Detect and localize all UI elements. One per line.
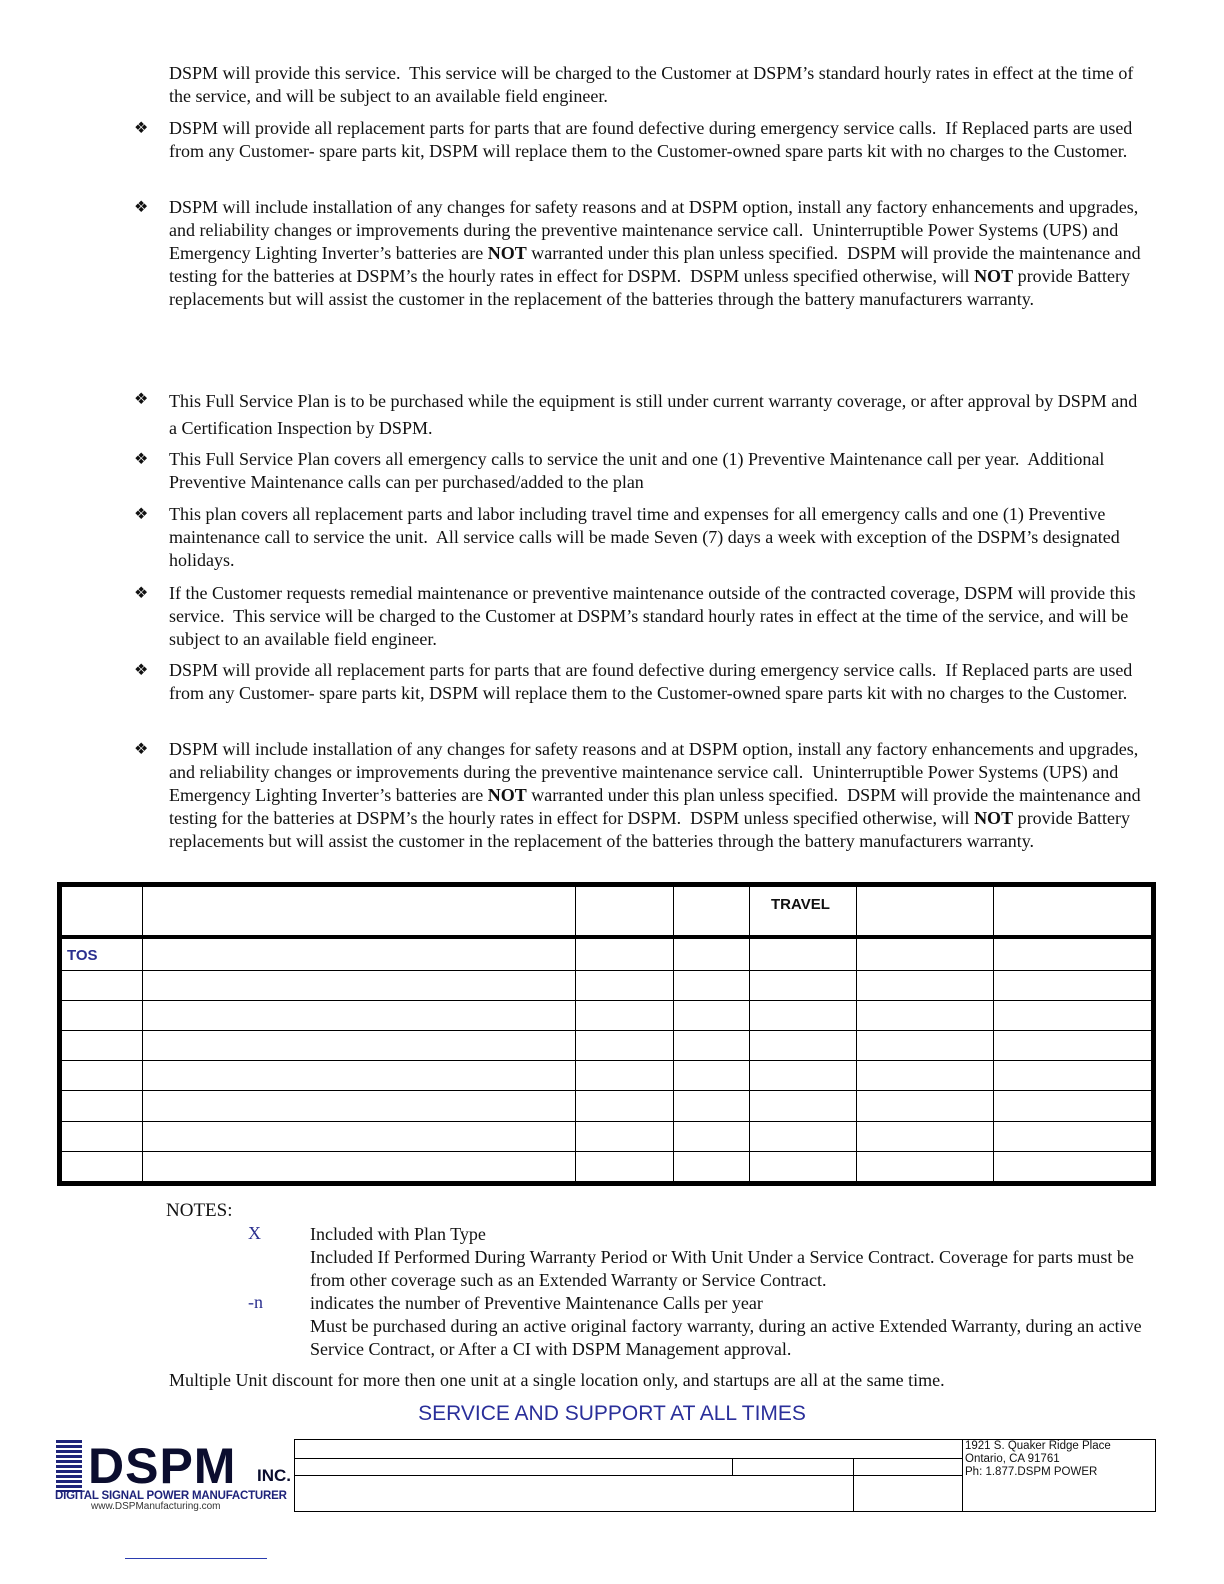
paragraph-text: DSPM will include installation of any changes for safety reasons and at DSPM option, install any factory enhancements and upgrades, and reliability changes or improvements during the preventive maintenance service call. Uninterruptible Power Systems (UPS) and Emergency Lighting Inverter’s batteries are — [169, 739, 1143, 805]
note-text: Must be purchased during an active original factory warranty, during an active Extended Warranty, during an active Service Contract, or After a CI with DSPM Management approval. — [310, 1316, 1142, 1359]
diamond-bullet-icon: ❖ — [134, 506, 149, 523]
table-row-divider — [62, 970, 1151, 971]
paragraph — [169, 659, 1144, 705]
footer-cell-divider — [853, 1458, 854, 1512]
service-tagline: SERVICE AND SUPPORT AT ALL TIMES — [418, 1402, 806, 1425]
paragraph-text: DSPM will include installation of any changes for safety reasons and at DSPM option, install any factory enhancements and upgrades, and reliability changes or improvements during the preventive maintenance service call. Uninterruptible Power Systems (UPS) and Emergency Lighting Inverter’s batteries are — [169, 197, 1143, 263]
footer-link-underline[interactable] — [125, 1558, 267, 1559]
diamond-bullet-icon: ❖ — [134, 391, 149, 408]
emphasis-text: NOT — [974, 808, 1014, 828]
paragraph-text: This Full Service Plan is to be purchased while the equipment is still under current warranty coverage, or after approval by DSPM and a Certification Inspection by DSPM. — [169, 391, 1142, 438]
paragraph-text: DSPM will provide this service. This service will be charged to the Customer at DSPM’s standard hourly rates in effect at the time of the service, and will be subject to an available field engineer. — [169, 63, 1138, 106]
note-text: indicates the number of Preventive Maintenance Calls per year — [310, 1293, 763, 1313]
table-column-divider — [993, 887, 994, 1181]
table-row-divider — [62, 1000, 1151, 1001]
table-row-divider — [62, 1060, 1151, 1061]
logo-url: www.DSPManufacturing.com — [91, 1501, 221, 1512]
paragraph — [169, 62, 1144, 108]
note-text: Included with Plan Type — [310, 1224, 486, 1244]
paragraph-text: If the Customer requests remedial maintenance or preventive maintenance outside of the contracted coverage, DSPM will provide this service. This service will be charged to the Customer at DSPM’s standard hourly rates in effect at the time of the service, and will be subject to an available field engineer. — [169, 583, 1141, 649]
note-symbol: X — [248, 1223, 261, 1243]
paragraph — [169, 503, 1144, 572]
table-column-divider — [142, 887, 143, 1181]
note-symbol: -n — [248, 1292, 263, 1312]
paragraph — [169, 196, 1144, 311]
diamond-bullet-icon: ❖ — [134, 585, 149, 602]
paragraph-text: provide Battery replacements but will assist the customer in the replacement of the batteries through the battery manufacturers warranty. — [169, 808, 1135, 851]
paragraph-text: warranted under this plan unless specified. DSPM will provide the maintenance and testing for the batteries at DSPM’s the hourly rates in effect for DSPM. DSPM unless specified otherwise, will — [169, 785, 1146, 828]
paragraph-text: This Full Service Plan covers all emergency calls to service the unit and one (1) Preventive Maintenance call per year. Additional Preventive Maintenance calls can per purchased/added to the plan — [169, 449, 1109, 492]
table-row-divider — [62, 1090, 1151, 1091]
diamond-bullet-icon: ❖ — [134, 662, 149, 679]
table-column-divider — [856, 887, 857, 1181]
note-text: Included If Performed During Warranty Period or With Unit Under a Service Contract. Coverage for parts must be from other coverage such as an Extended Warranty or Service Contract. — [310, 1247, 1134, 1290]
notes-title: NOTES: — [166, 1200, 233, 1221]
paragraph — [169, 582, 1144, 651]
logo-inc: INC. — [257, 1466, 291, 1485]
table-column-divider — [673, 887, 674, 1181]
paragraph-text: DSPM will provide all replacement parts for parts that are found defective during emergency service calls. If Replaced parts are used from any Customer- spare parts kit, DSPM will replace them to the Customer-owned spare parts kit with no charges to the Customer. — [169, 660, 1137, 703]
table-row-label-tos: TOS — [67, 947, 98, 964]
paragraph — [169, 738, 1144, 853]
paragraph-text: provide Battery replacements but will assist the customer in the replacement of the batteries through the battery manufacturers warranty. — [169, 266, 1135, 309]
paragraph-text: DSPM will provide all replacement parts for parts that are found defective during emergency service calls. If Replaced parts are used from any Customer- spare parts kit, DSPM will replace them to the Customer-owned spare parts kit with no charges to the Customer. — [169, 118, 1137, 161]
address-line-2: Ontario, CA 91761 — [965, 1453, 1060, 1465]
diamond-bullet-icon: ❖ — [134, 451, 149, 468]
phone-number: Ph: 1.877.DSPM POWER — [965, 1466, 1098, 1478]
diamond-bullet-icon: ❖ — [134, 741, 149, 758]
company-logo — [55, 1438, 294, 1512]
company-address — [965, 1440, 1111, 1479]
footer — [55, 1438, 1156, 1512]
footer-row-divider — [294, 1458, 963, 1476]
logo-wordmark: DSPM — [88, 1438, 237, 1494]
emphasis-text: NOT — [487, 785, 527, 805]
footer-cell — [732, 1458, 854, 1476]
plan-coverage-table — [57, 882, 1156, 1186]
paragraph — [169, 448, 1144, 494]
footer-cell-divider — [962, 1439, 963, 1512]
diamond-bullet-icon: ❖ — [134, 120, 149, 137]
paragraph — [169, 117, 1144, 163]
emphasis-text: NOT — [487, 243, 527, 263]
logo-stripes-icon — [56, 1440, 82, 1492]
table-header-divider — [62, 935, 1151, 939]
diamond-bullet-icon: ❖ — [134, 199, 149, 216]
table-column-divider — [575, 887, 576, 1181]
paragraph-text: warranted under this plan unless specified. DSPM will provide the maintenance and testing for the batteries at DSPM’s the hourly rates in effect for DSPM. DSPM unless specified otherwise, will — [169, 243, 1146, 286]
emphasis-text: NOT — [974, 266, 1014, 286]
table-row-divider — [62, 1121, 1151, 1122]
table-row-divider — [62, 1151, 1151, 1152]
paragraph — [169, 388, 1144, 442]
address-line-1: 1921 S. Quaker Ridge Place — [965, 1440, 1111, 1452]
table-column-divider — [749, 887, 750, 1181]
multi-unit-note: Multiple Unit discount for more then one unit at a single location only, and startups are all at the same time. — [169, 1370, 945, 1390]
table-row-divider — [62, 1030, 1151, 1031]
table-header-travel: TRAVEL — [771, 896, 830, 913]
logo-tagline: DIGITAL SIGNAL POWER MANUFACTURER — [55, 1490, 287, 1502]
paragraph-text: This plan covers all replacement parts and labor including travel time and expenses for all emergency calls and one (1) Preventive maintenance call to service the unit. All service calls will be made Seven (7) days a week with exception of the DSPM’s designated holidays. — [169, 504, 1125, 570]
